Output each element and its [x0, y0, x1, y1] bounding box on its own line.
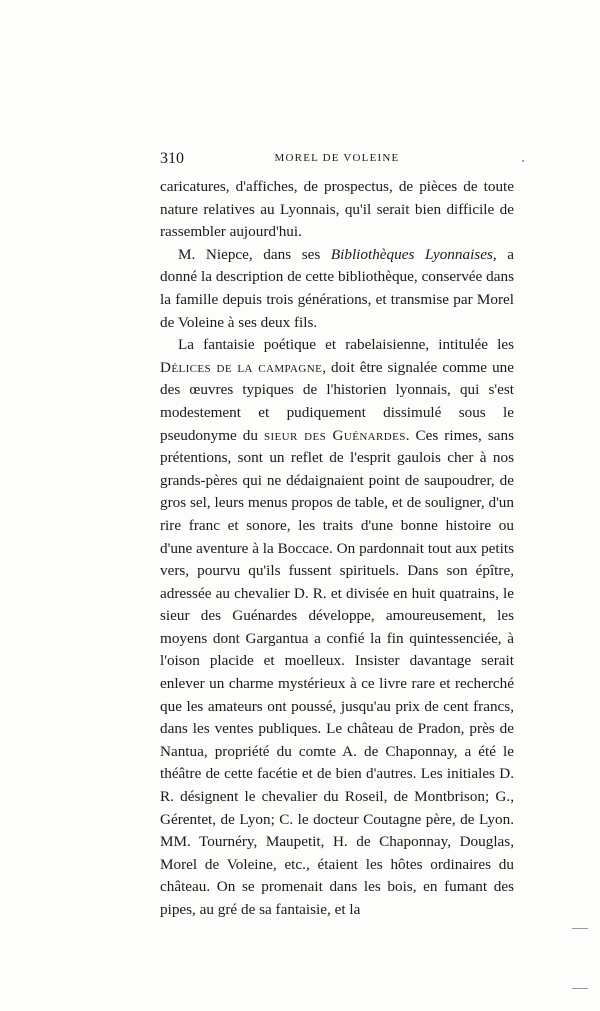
- running-title: MOREL DE VOLEINE: [274, 152, 400, 164]
- text-run: caricatures, d'affiches, de prospectus, de pièces de toute nature relatives au Lyonnais, qu'il serait bien difficile de rassembler aujourd'hui.: [160, 178, 514, 241]
- scan-edge-mark: [572, 928, 588, 929]
- scan-speck: [522, 160, 524, 162]
- small-caps-text: Délices de la campagne: [160, 358, 323, 376]
- text-run: M. Niepce, dans ses: [178, 245, 331, 263]
- text-run: , doit être signalée comme une des œuvres typiques de l'historien lyonnais, qui s'est modestement et pudiquement dissimulé sous le pseudonyme du: [160, 358, 514, 444]
- paragraph: [160, 176, 514, 244]
- text-run: . Ces rimes, sans prétentions, sont un reflet de l'esprit gaulois cher à nos grands-pères qui ne dédaignaient point de saupoudrer, de gros sel, leurs menus propos de table, et de souligner, d'un rire franc et sonore, les traits d'une bonne histoire ou d'une aventure à la Boccace. On pardonnait tout aux petits vers, pourvu qu'ils fussent spirituels. Dans son épître, adressée au chevalier D. R. et divisée en huit quatrains, le sieur des Guénardes développe, amoureusement, les moyens dont Gargantua a confié la fin quintessenciée, à l'oison placide et moelleux. Insister davantage serait enlever un charme mystérieux à ce livre rare et recherché que les amateurs ont poussé, jusqu'au prix de cent francs, dans les ventes publiques. Le château de Pradon, près de Nantua, propriété du comte A. de Chaponnay, a été le théâtre de cette facétie et de bien d'autres. Les initiales D. R. désignent le chevalier du Roseil, de Montbrison; G., Gérentet, de Lyon; C. le docteur Coutagne père, de Lyon. MM. Tournéry, Maupetit, H. de Chaponnay, Douglas, Morel de Voleine, etc., étaient les hôtes ordinaires du château. On se promenait dans les bois, en fumant des pipes, au gré de sa fantaisie, et la: [160, 426, 514, 918]
- text-run: La fantaisie poétique et rabelaisienne, intitulée les: [178, 336, 514, 354]
- body-text: [160, 176, 514, 922]
- paragraph: [160, 334, 514, 921]
- page-number: 310: [160, 150, 184, 167]
- italic-title: Bibliothèques Lyonnaises,: [330, 245, 497, 263]
- running-head: [160, 150, 514, 170]
- paragraph: [160, 244, 514, 334]
- small-caps-text: sieur des Guénardes: [263, 426, 406, 444]
- text-run: a donné la description de cette bibliothèque, conservée dans la famille depuis trois générations, et transmise par Morel de Voleine à ses deux fils.: [160, 245, 514, 331]
- scan-edge-mark: [572, 988, 588, 989]
